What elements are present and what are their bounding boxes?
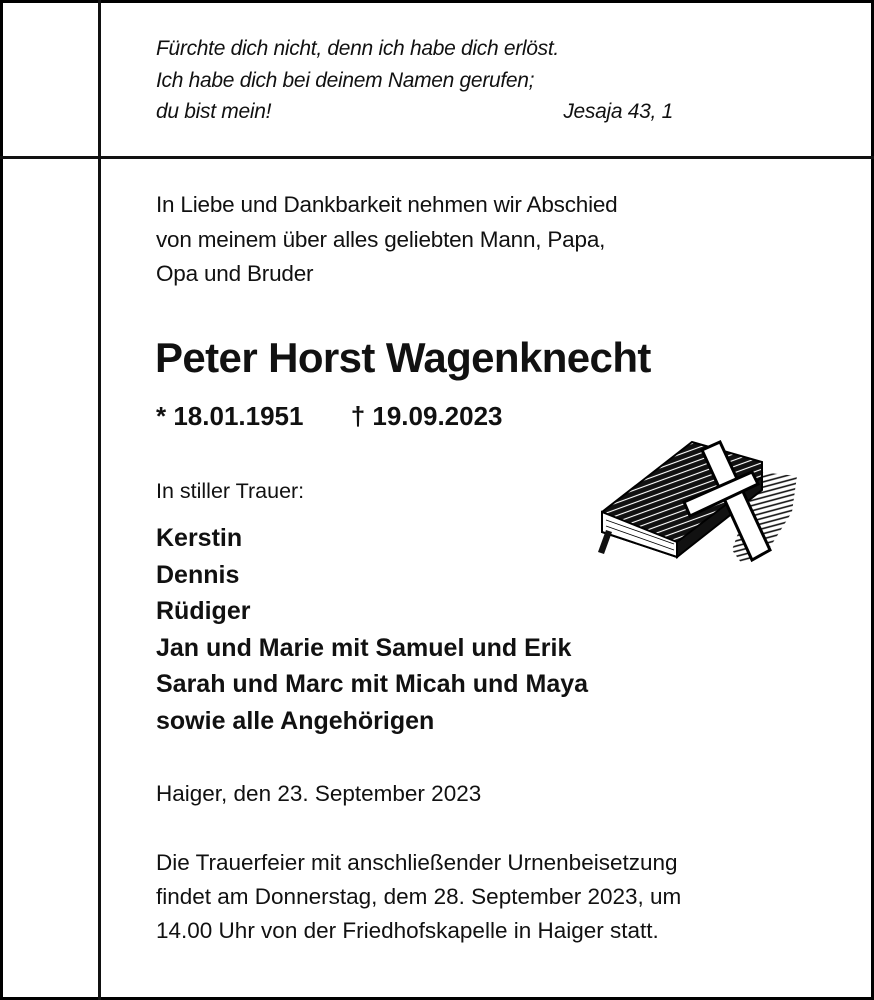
intro-line: Opa und Bruder <box>156 261 314 286</box>
mourner: Rüdiger <box>156 597 251 625</box>
bible-with-cross-icon <box>592 432 802 577</box>
verse-last-line <box>156 96 673 128</box>
mourner: Dennis <box>156 560 240 589</box>
mourner: Jan und Marie mit Samuel und Erik <box>156 633 572 662</box>
intro-line: In Liebe und Dankbarkeit nehmen wir Abschied <box>156 192 618 217</box>
life-dates <box>156 401 503 432</box>
verse-line: Fürchte dich nicht, denn ich habe dich erlöst. <box>156 37 559 60</box>
intro-text <box>156 188 618 292</box>
verse-line: Ich habe dich bei deinem Namen gerufen; <box>156 68 535 92</box>
ceremony-info <box>156 846 681 948</box>
mourning-label: In stiller Trauer: <box>156 479 305 503</box>
verse-reference: Jesaja 43, 1 <box>563 100 673 123</box>
vertical-divider <box>98 0 101 1000</box>
mourners-list <box>156 520 588 739</box>
mourner: Kerstin <box>156 524 243 552</box>
mourner: Sarah und Marc mit Micah und Maya <box>156 670 589 698</box>
birth-date: * 18.01.1951 <box>156 401 304 431</box>
place-and-date: Haiger, den 23. September 2023 <box>156 781 482 806</box>
ceremony-line: findet am Donnerstag, dem 28. September 2023, um <box>156 884 682 909</box>
death-date: † 19.09.2023 <box>350 401 503 431</box>
deceased-name: Peter Horst Wagenknecht <box>155 334 651 381</box>
bible-verse <box>156 33 716 128</box>
ceremony-line: Die Trauerfeier mit anschließender Urnenbeisetzung <box>156 850 678 875</box>
ceremony-line: 14.00 Uhr von der Friedhofskapelle in Haiger statt. <box>156 918 659 943</box>
mourner: sowie alle Angehörigen <box>156 706 435 735</box>
horizontal-divider <box>0 156 874 159</box>
intro-line: von meinem über alles geliebten Mann, Papa, <box>156 226 606 252</box>
verse-line: du bist mein! <box>156 100 272 123</box>
